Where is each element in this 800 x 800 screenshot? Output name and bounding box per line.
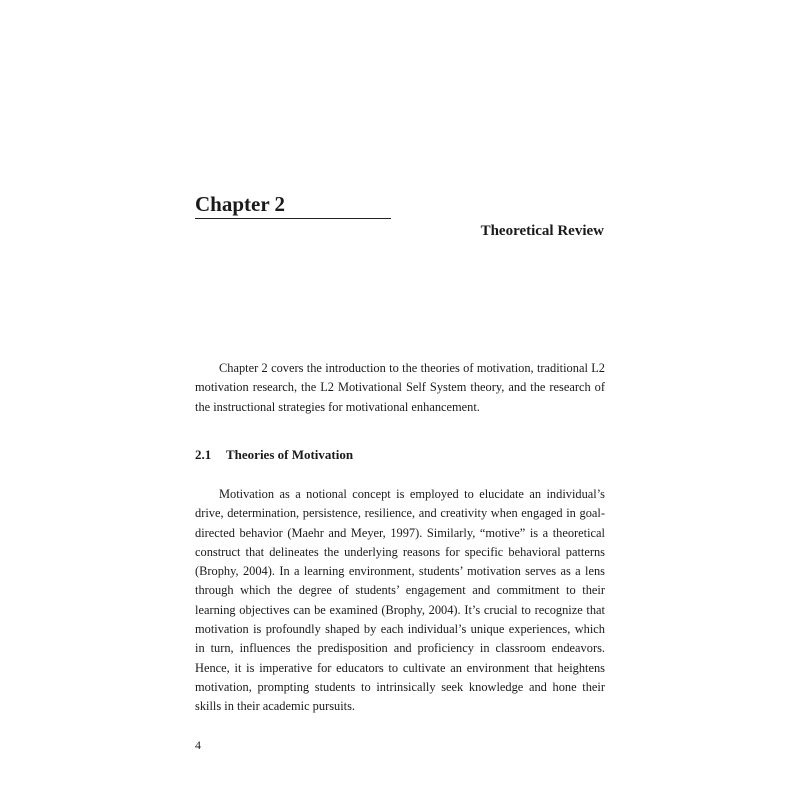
section-title: Theories of Motivation: [226, 447, 354, 462]
section-paragraph: Motivation as a notional concept is employed to elucidate an individual’s drive, determination, persistence, resilience, and creativity when engaged in goal-directed behavior (Maehr and Meyer, 1997). Similarly, “motive” is a theoretical construct that delineates the underlying reasons for specific behavioral patterns (Brophy, 2004). In a learning environment, students’ motivation serves as a lens through which the degree of students’ engagement and commitment to their learning objectives can be examined (Brophy, 2004). It’s crucial to recognize that motivation is profoundly shaped by each individual’s unique experiences, which in turn, influences the predisposition and proficiency in classroom endeavors. Hence, it is imperative for educators to cultivate an environment that heightens motivation, prompting students to intrinsically seek knowledge and hone their skills in their academic pursuits.: [195, 487, 605, 714]
section-heading: [195, 446, 353, 464]
section-number: 2.1: [195, 447, 212, 462]
page-number: 4: [195, 738, 201, 752]
intro-paragraph: Chapter 2 covers the introduction to the theories of motivation, traditional L2 motivation research, the L2 Motivational Self System theory, and the research of the instructional strategies for motivational enhancement.: [195, 361, 605, 414]
chapter-heading: [195, 192, 391, 219]
chapter-number: Chapter 2: [195, 192, 286, 216]
chapter-title: Theoretical Review: [480, 223, 604, 239]
